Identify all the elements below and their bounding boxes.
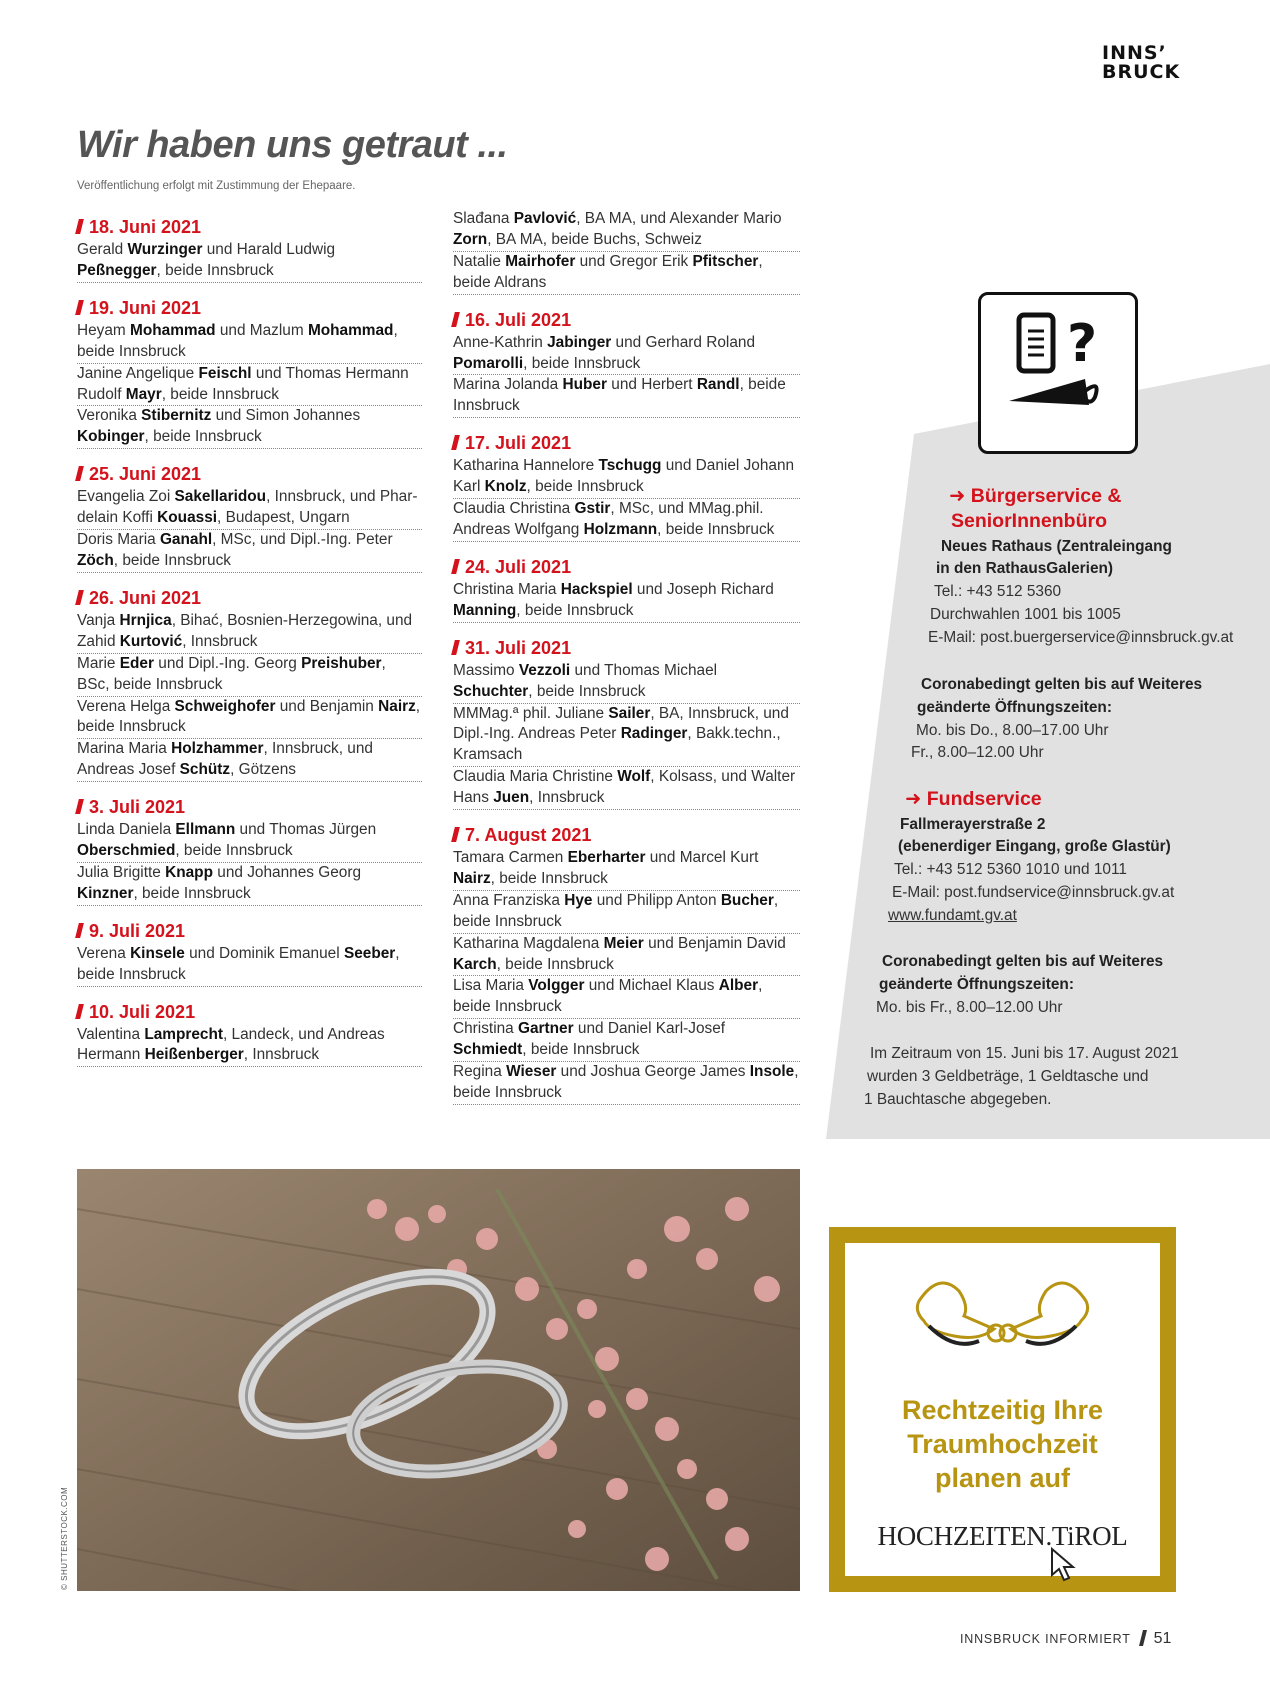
couple-entry: Anna Franziska Hye und Philipp Anton Bucher, beide Innsbruck bbox=[453, 891, 800, 934]
couple-entry: Christina Gartner und Daniel Karl-Josef Schmiedt, beide Innsbruck bbox=[453, 1019, 800, 1062]
couple-entry: Claudia Christina Gstir, MSc, und MMag.phil. Andreas Wolfgang Holzmann, beide Innsbruck bbox=[453, 499, 800, 542]
couple-entry: Janine Angelique Feischl und Thomas Hermann Rudolf Mayr, beide Innsbruck bbox=[77, 364, 422, 407]
couple-entry: MMMag.ª phil. Juliane Sailer, BA, Innsbruck, und Dipl.-Ing. Andreas Peter Radinger, Bakk.techn., Kramsach bbox=[453, 704, 800, 768]
date-marker bbox=[75, 923, 84, 938]
couple-entry: Katharina Hannelore Tschugg und Daniel Johann Karl Knolz, beide Innsbruck bbox=[453, 456, 800, 499]
couple-entry: Veronika Stibernitz und Simon Johannes Kobinger, beide Innsbruck bbox=[77, 406, 422, 449]
ad-line-1: Rechtzeitig Ihre bbox=[901, 1395, 1104, 1425]
couple-entry: Linda Daniela Ellmann und Thomas Jürgen Oberschmied, beide Innsbruck bbox=[77, 820, 422, 863]
opening-hours-2: Mo. bis Fr., 8.00–12.00 Uhr bbox=[876, 999, 1063, 1016]
found-items-line-3: 1 Bauchtasche abgegeben. bbox=[864, 1091, 1052, 1108]
couple-entry: Evangelia Zoi Sakellaridou, Innsbruck, und Phardelain Koffi Kouassi, Budapest, Ungarn bbox=[77, 487, 422, 530]
date-heading: 3. Juli 2021 bbox=[77, 795, 422, 819]
buergerservice-address-2: in den RathausGalerien) bbox=[936, 560, 1114, 577]
date-group bbox=[453, 209, 800, 295]
corona-notice-2b: geänderte Öffnungszeiten: bbox=[879, 976, 1074, 993]
date-marker bbox=[75, 300, 84, 315]
date-marker bbox=[451, 640, 460, 655]
date-group bbox=[77, 795, 422, 906]
couple-entry: Marina Maria Holzhammer, Innsbruck, und Andreas Josef Schütz, Götzens bbox=[77, 739, 422, 782]
buergerservice-address-1: Neues Rathaus (Zentraleingang bbox=[941, 538, 1172, 555]
photo-credit: © SHUTTERSTOCK.COM bbox=[60, 1486, 69, 1590]
couple-entry: Gerald Wurzinger und Harald Ludwig Peßnegger, beide Innsbruck bbox=[77, 240, 422, 283]
date-group bbox=[77, 586, 422, 782]
couple-entry: Valentina Lamprecht, Landeck, und Andreas Hermann Heißenberger, Innsbruck bbox=[77, 1025, 422, 1068]
marriages-column-1 bbox=[77, 215, 422, 1080]
fundservice-phone: Tel.: +43 512 5360 1010 und 1011 bbox=[894, 861, 1127, 878]
corona-notice-2: Coronabedingt gelten bis auf Weiteres bbox=[882, 953, 1164, 970]
fundamt-link[interactable]: www.fundamt.gv.at bbox=[888, 907, 1017, 924]
date-group bbox=[77, 296, 422, 449]
marriages-column-2 bbox=[453, 209, 800, 1118]
seniorinnenbuero-heading: SeniorInnenbüro bbox=[951, 510, 1107, 532]
buergerservice-phone: Tel.: +43 512 5360 bbox=[934, 583, 1062, 600]
date-group bbox=[453, 636, 800, 810]
ad-brand[interactable]: HOCHZEITEN.TiROL bbox=[877, 1521, 1128, 1551]
couple-entry: Verena Kinsele und Dominik Emanuel Seeber, beide Innsbruck bbox=[77, 944, 422, 987]
ad-line-2: Traumhochzeit bbox=[907, 1429, 1098, 1459]
date-heading: 7. August 2021 bbox=[453, 823, 800, 847]
date-marker bbox=[75, 1004, 84, 1019]
date-marker bbox=[75, 219, 84, 234]
page-title: Wir haben uns getraut ... bbox=[77, 124, 508, 166]
date-heading: 19. Juni 2021 bbox=[77, 296, 422, 320]
page-number: 51 bbox=[1153, 1630, 1172, 1647]
date-heading: 16. Juli 2021 bbox=[453, 308, 800, 332]
logo-line-2: BRUCK bbox=[1102, 61, 1181, 83]
cursor-icon bbox=[1050, 1547, 1076, 1583]
date-group bbox=[453, 308, 800, 419]
fundservice-address-1: Fallmerayerstraße 2 bbox=[900, 816, 1046, 833]
couple-entry: Natalie Mairhofer und Gregor Erik Pfitscher, beide Aldrans bbox=[453, 252, 800, 295]
couple-entry: Tamara Carmen Eberharter und Marcel Kurt Nairz, beide Innsbruck bbox=[453, 848, 800, 891]
buergerservice-extensions: Durchwahlen 1001 bis 1005 bbox=[930, 606, 1121, 623]
couple-entry: Heyam Mohammad und Mazlum Mohammad, beide Innsbruck bbox=[77, 321, 422, 364]
buergerservice-email[interactable]: E-Mail: post.buergerservice@innsbruck.gv.at bbox=[928, 629, 1234, 646]
fundservice-heading: ➜ Fundservice bbox=[905, 788, 1042, 810]
logo-line-1: INNS’ bbox=[1102, 42, 1167, 64]
date-group bbox=[453, 823, 800, 1105]
couple-entry: Julia Brigitte Knapp und Johannes Georg Kinzner, beide Innsbruck bbox=[77, 863, 422, 906]
page-footer bbox=[960, 1630, 1171, 1648]
couple-entry: Slađana Pavlović, BA MA, und Alexander Mario Zorn, BA MA, beide Buchs, Schweiz bbox=[453, 209, 800, 252]
date-group bbox=[77, 1000, 422, 1068]
date-marker bbox=[75, 590, 84, 605]
couple-entry: Doris Maria Ganahl, MSc, und Dipl.-Ing. Peter Zöch, beide Innsbruck bbox=[77, 530, 422, 573]
date-heading: 9. Juli 2021 bbox=[77, 919, 422, 943]
found-items-line-2: wurden 3 Geldbeträge, 1 Geldtasche und bbox=[867, 1068, 1149, 1085]
date-marker bbox=[451, 435, 460, 450]
buergerservice-heading: ➜ Bürgerservice & bbox=[949, 485, 1122, 507]
couple-entry: Anne-Kathrin Jabinger und Gerhard Roland Pomarolli, beide Innsbruck bbox=[453, 333, 800, 376]
couple-entry: Marina Jolanda Huber und Herbert Randl, beide Innsbruck bbox=[453, 375, 800, 418]
date-marker bbox=[75, 799, 84, 814]
date-heading: 10. Juli 2021 bbox=[77, 1000, 422, 1024]
fundservice-address-2: (ebenerdiger Eingang, große Glastür) bbox=[898, 838, 1171, 855]
date-heading: 26. Juni 2021 bbox=[77, 586, 422, 610]
date-heading: 24. Juli 2021 bbox=[453, 555, 800, 579]
wedding-rings-photo bbox=[77, 1169, 800, 1591]
corona-notice-1: Coronabedingt gelten bis auf Weiteres bbox=[921, 676, 1203, 693]
ad-headline bbox=[845, 1393, 1160, 1495]
date-heading: 18. Juni 2021 bbox=[77, 215, 422, 239]
date-group bbox=[453, 431, 800, 542]
date-group bbox=[77, 919, 422, 987]
footer-divider bbox=[1139, 1630, 1147, 1646]
couple-entry: Claudia Maria Christine Wolf, Kolsass, und Walter Hans Juen, Innsbruck bbox=[453, 767, 800, 810]
couple-entry: Massimo Vezzoli und Thomas Michael Schuchter, beide Innsbruck bbox=[453, 661, 800, 704]
doves-rings-icon bbox=[909, 1271, 1096, 1365]
date-marker bbox=[451, 559, 460, 574]
couple-entry: Verena Helga Schweighofer und Benjamin Nairz, beide Innsbruck bbox=[77, 697, 422, 740]
date-marker bbox=[75, 466, 84, 481]
date-group bbox=[77, 215, 422, 283]
date-marker bbox=[451, 312, 460, 327]
couple-entry: Katharina Magdalena Meier und Benjamin David Karch, beide Innsbruck bbox=[453, 934, 800, 977]
footer-label: INNSBRUCK INFORMIERT bbox=[960, 1632, 1131, 1646]
date-heading: 17. Juli 2021 bbox=[453, 431, 800, 455]
couple-entry: Lisa Maria Volgger und Michael Klaus Alber, beide Innsbruck bbox=[453, 976, 800, 1019]
hochzeiten-tirol-ad[interactable] bbox=[829, 1227, 1176, 1592]
opening-hours-1a: Mo. bis Do., 8.00–17.00 Uhr bbox=[916, 722, 1109, 739]
svg-text:?: ? bbox=[1067, 314, 1098, 374]
date-marker bbox=[451, 827, 460, 842]
lost-found-icon bbox=[978, 292, 1138, 454]
ad-inner-panel bbox=[845, 1243, 1160, 1576]
date-heading: 31. Juli 2021 bbox=[453, 636, 800, 660]
couple-entry: Vanja Hrnjica, Bihać, Bosnien-Herzegowina, und Zahid Kurtović, Innsbruck bbox=[77, 611, 422, 654]
date-heading: 25. Juni 2021 bbox=[77, 462, 422, 486]
opening-hours-1b: Fr., 8.00–12.00 Uhr bbox=[911, 744, 1044, 761]
innsbruck-logo bbox=[1102, 44, 1180, 82]
fundservice-email[interactable]: E-Mail: post.fundservice@innsbruck.gv.at bbox=[892, 884, 1175, 901]
found-items-line-1: Im Zeitraum von 15. Juni bis 17. August 2021 bbox=[870, 1045, 1179, 1062]
ad-line-3: planen auf bbox=[934, 1463, 1070, 1493]
date-group bbox=[453, 555, 800, 623]
couple-entry: Marie Eder und Dipl.-Ing. Georg Preishuber, BSc, beide Innsbruck bbox=[77, 654, 422, 697]
page-subtitle: Veröffentlichung erfolgt mit Zustimmung der Ehepaare. bbox=[77, 180, 356, 192]
couple-entry: Christina Maria Hackspiel und Joseph Richard Manning, beide Innsbruck bbox=[453, 580, 800, 623]
couple-entry: Regina Wieser und Joshua George James Insole, beide Innsbruck bbox=[453, 1062, 800, 1105]
date-group bbox=[77, 462, 422, 573]
corona-notice-1b: geänderte Öffnungszeiten: bbox=[917, 699, 1112, 716]
service-panel bbox=[826, 364, 1270, 1139]
